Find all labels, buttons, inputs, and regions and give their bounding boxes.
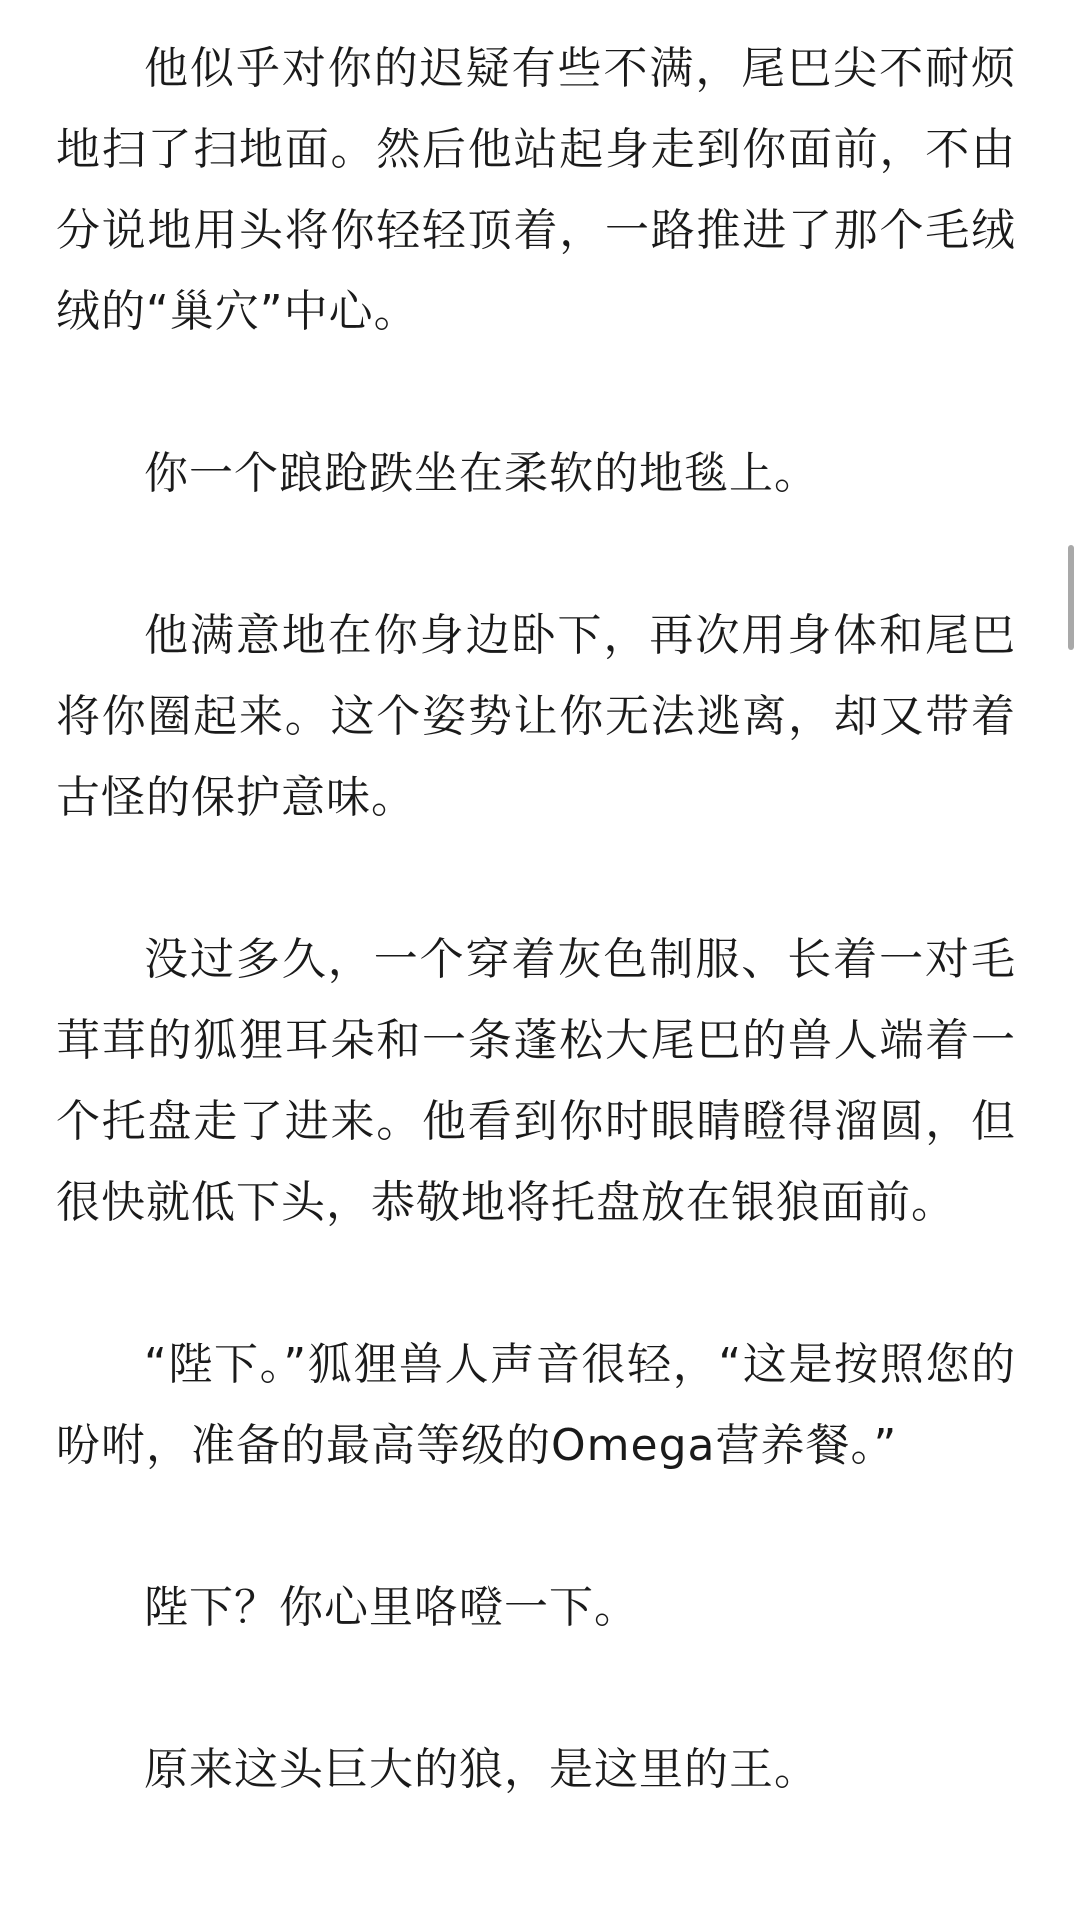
paragraph: 陛下？你心里咯噔一下。 bbox=[144, 1582, 639, 1633]
scrollbar[interactable] bbox=[1064, 0, 1080, 1919]
scrollbar-thumb[interactable] bbox=[1068, 545, 1074, 650]
article-body bbox=[56, 28, 1016, 1891]
paragraph: 他满意地在你身边卧下，再次用身体和尾巴将你圈起来。这个姿势让你无法逃离，却又带着古怪的保护意味。 bbox=[56, 610, 1016, 823]
paragraph: 他似乎对你的迟疑有些不满，尾巴尖不耐烦地扫了扫地面。然后他站起身走到你面前，不由分说地用头将你轻轻顶着，一路推进了那个毛绒绒的“巢穴”中心。 bbox=[56, 43, 1016, 337]
paragraph: “陛下。”狐狸兽人声音很轻，“这是按照您的吩咐，准备的最高等级的Omega营养餐。” bbox=[56, 1339, 1016, 1471]
paragraph: 你一个踉跄跌坐在柔软的地毯上。 bbox=[144, 448, 819, 499]
paragraph: 原来这头巨大的狼，是这里的王。 bbox=[144, 1744, 819, 1795]
paragraph: 没过多久，一个穿着灰色制服、长着一对毛茸茸的狐狸耳朵和一条蓬松大尾巴的兽人端着一个托盘走了进来。他看到你时眼睛瞪得溜圆，但很快就低下头，恭敬地将托盘放在银狼面前。 bbox=[56, 934, 1016, 1228]
